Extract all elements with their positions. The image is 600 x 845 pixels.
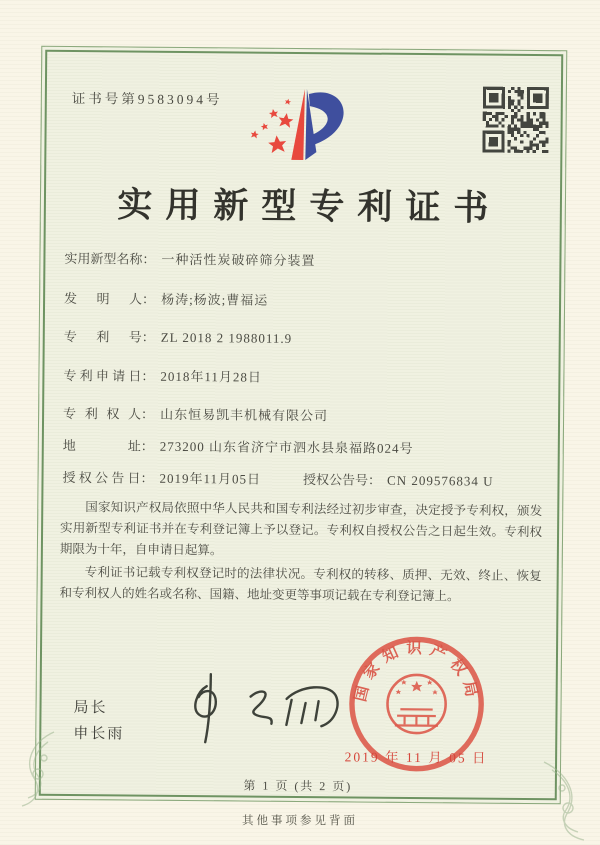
commissioner-name: 申长雨 xyxy=(73,726,125,743)
field-value: ZL 2018 2 1988011.9 xyxy=(160,329,293,346)
field-label: 授权公告号 xyxy=(303,472,369,488)
field-value: 山东恒易凯丰机械有限公司 xyxy=(160,406,329,424)
field-row-grant xyxy=(62,468,548,492)
field-row-address xyxy=(63,436,549,460)
commissioner-signature xyxy=(158,666,359,754)
field-label: 授权公告日 xyxy=(62,469,141,486)
legal-text xyxy=(59,497,542,610)
field-colon: ： xyxy=(140,438,154,454)
field-value: 2019年11月05日 xyxy=(159,470,262,487)
qr-code xyxy=(482,87,549,154)
field-row-filing-date xyxy=(63,366,549,390)
field-value: 2018年11月28日 xyxy=(160,368,263,385)
field-colon: ： xyxy=(368,472,382,488)
field-colon: ： xyxy=(142,251,156,267)
field-row-inventors xyxy=(64,289,550,313)
field-row-patent-no xyxy=(64,327,550,351)
guilloche-ornament-icon xyxy=(534,760,594,842)
paragraph-register-statement: 专利证书记载专利权登记时的法律状况。专利权的转移、质押、无效、终止、恢复和专利权人的姓名或名称、国籍、地址变更等事项记载在专利登记簿上。 xyxy=(59,565,542,604)
field-colon: ： xyxy=(140,470,154,486)
grant-number-group xyxy=(303,470,494,492)
certificate-sheet xyxy=(35,46,568,805)
field-label: 实用新型名称 xyxy=(64,250,143,267)
commissioner-title: 局长 xyxy=(73,700,108,717)
field-colon: ： xyxy=(141,368,155,384)
field-value: 杨涛;杨波;曹福运 xyxy=(161,291,269,308)
official-seal xyxy=(346,633,487,779)
commissioner-block xyxy=(73,695,124,747)
seal-text: 国家知识产权局 xyxy=(352,639,482,706)
guilloche-ornament-icon xyxy=(14,728,66,808)
seal-date: 2019 年 11 月 05 日 xyxy=(344,749,488,766)
field-colon: ： xyxy=(142,291,156,307)
field-colon: ： xyxy=(141,406,155,422)
field-label: 专利申请日 xyxy=(63,367,142,384)
field-row-patentee xyxy=(63,404,549,428)
cnipa-logo-icon xyxy=(235,74,372,183)
field-row-name xyxy=(64,249,550,273)
field-colon: ： xyxy=(141,329,155,345)
field-label: 发明人 xyxy=(64,290,143,307)
certificate-title: 实用新型专利证书 xyxy=(117,185,502,228)
paragraph-grant-statement: 国家知识产权局依照中华人民共和国专利法经过初步审查，决定授予专利权，颁发实用新型专利证书并在专利登记簿上予以登记。专利权自授权公告之日起生效。专利权期限为十年，自申请日起算。 xyxy=(59,500,543,558)
field-label: 地址 xyxy=(62,437,141,454)
field-value: 一种活性炭破碎筛分装置 xyxy=(161,251,316,269)
field-label: 专利号 xyxy=(63,328,142,345)
field-value: 273200 山东省济宁市泗水县泉福路024号 xyxy=(159,438,414,456)
field-value: CN 209576834 U xyxy=(387,472,494,489)
certificate-number: 证书号第9583094号 xyxy=(71,90,223,108)
page-number: 第 1 页 (共 2 页) xyxy=(243,778,353,794)
field-label: 专利权人 xyxy=(63,405,142,422)
back-note: 其他事项参见背面 xyxy=(242,815,358,827)
svg-text:国家知识产权局 xyxy=(350,638,483,705)
field-list xyxy=(62,249,550,492)
